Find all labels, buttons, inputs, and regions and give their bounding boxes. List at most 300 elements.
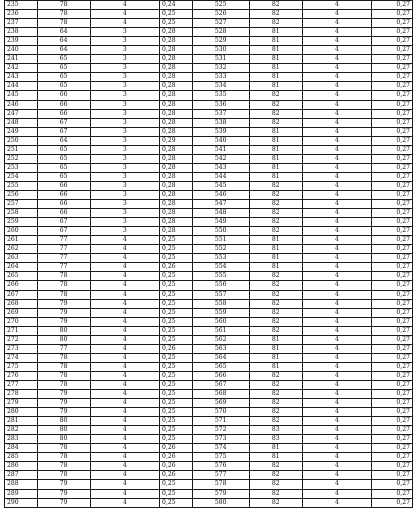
table-cell-value-a-left: 65 xyxy=(37,82,90,91)
table-cell-value-a-right: 81 xyxy=(249,245,302,254)
table-cell-row-number-right: 560 xyxy=(192,317,249,326)
table-cell-ratio-left: 0,25 xyxy=(160,353,193,362)
table-cell-row-number-right: 559 xyxy=(192,308,249,317)
table-row xyxy=(5,127,413,136)
table-cell-value-b-left: 3 xyxy=(90,55,159,64)
table-cell-value-b-right: 4 xyxy=(302,426,371,435)
table-cell-row-number-right: 549 xyxy=(192,218,249,227)
table-cell-value-a-right: 81 xyxy=(249,82,302,91)
table-cell-ratio-right: 0,27 xyxy=(372,308,413,317)
table-cell-ratio-right: 0,27 xyxy=(372,100,413,109)
table-cell-value-b-right: 4 xyxy=(302,73,371,82)
table-row xyxy=(5,154,413,163)
table-cell-row-number-right: 528 xyxy=(192,28,249,37)
table-cell-row-number-left: 286 xyxy=(5,462,38,471)
table-cell-value-b-right: 4 xyxy=(302,462,371,471)
table-row xyxy=(5,209,413,218)
table-row xyxy=(5,281,413,290)
table-cell-ratio-left: 0,26 xyxy=(160,453,193,462)
table-cell-row-number-left: 269 xyxy=(5,308,38,317)
table-cell-value-b-right: 4 xyxy=(302,498,371,507)
table-cell-row-number-right: 578 xyxy=(192,480,249,489)
table-cell-ratio-right: 0,27 xyxy=(372,245,413,254)
table-cell-value-b-right: 4 xyxy=(302,127,371,136)
table-cell-value-b-left: 4 xyxy=(90,371,159,380)
table-cell-value-a-left: 80 xyxy=(37,326,90,335)
table-cell-ratio-left: 0,25 xyxy=(160,371,193,380)
table-cell-value-b-left: 4 xyxy=(90,399,159,408)
table-row xyxy=(5,290,413,299)
table-cell-ratio-left: 0,28 xyxy=(160,227,193,236)
table-cell-ratio-right: 0,27 xyxy=(372,444,413,453)
table-cell-value-b-left: 4 xyxy=(90,498,159,507)
table-cell-ratio-right: 0,27 xyxy=(372,227,413,236)
table-cell-value-a-left: 79 xyxy=(37,480,90,489)
table-cell-value-a-left: 77 xyxy=(37,245,90,254)
table-cell-value-b-left: 4 xyxy=(90,453,159,462)
table-cell-ratio-left: 0,28 xyxy=(160,209,193,218)
table-row xyxy=(5,145,413,154)
table-cell-value-b-left: 4 xyxy=(90,308,159,317)
table-cell-value-a-left: 64 xyxy=(37,46,90,55)
table-cell-value-b-right: 4 xyxy=(302,380,371,389)
table-cell-value-a-right: 82 xyxy=(249,109,302,118)
table-cell-value-a-right: 81 xyxy=(249,453,302,462)
table-cell-ratio-right: 0,27 xyxy=(372,127,413,136)
table-row xyxy=(5,10,413,19)
table-cell-value-a-right: 82 xyxy=(249,498,302,507)
table-cell-row-number-right: 574 xyxy=(192,444,249,453)
table-cell-row-number-left: 249 xyxy=(5,127,38,136)
table-cell-value-b-right: 4 xyxy=(302,200,371,209)
table-cell-row-number-left: 276 xyxy=(5,371,38,380)
table-cell-value-a-right: 81 xyxy=(249,136,302,145)
table-cell-value-b-right: 4 xyxy=(302,145,371,154)
table-cell-value-a-right: 81 xyxy=(249,344,302,353)
table-cell-value-a-left: 78 xyxy=(37,290,90,299)
table-cell-ratio-left: 0,25 xyxy=(160,254,193,263)
table-cell-value-a-left: 66 xyxy=(37,190,90,199)
table-cell-value-a-left: 77 xyxy=(37,254,90,263)
table-cell-value-b-left: 3 xyxy=(90,64,159,73)
table-cell-row-number-left: 243 xyxy=(5,73,38,82)
table-cell-row-number-right: 541 xyxy=(192,145,249,154)
table-cell-ratio-right: 0,27 xyxy=(372,46,413,55)
table-cell-value-b-right: 4 xyxy=(302,46,371,55)
table-cell-value-b-right: 4 xyxy=(302,353,371,362)
table-cell-value-a-left: 66 xyxy=(37,100,90,109)
table-cell-value-b-left: 3 xyxy=(90,154,159,163)
table-cell-ratio-left: 0,26 xyxy=(160,263,193,272)
table-cell-value-a-right: 82 xyxy=(249,19,302,28)
table-cell-value-b-left: 3 xyxy=(90,209,159,218)
table-cell-ratio-left: 0,28 xyxy=(160,55,193,64)
table-cell-value-b-left: 3 xyxy=(90,46,159,55)
table-row xyxy=(5,326,413,335)
table-cell-row-number-left: 268 xyxy=(5,299,38,308)
table-cell-ratio-left: 0,28 xyxy=(160,118,193,127)
table-row xyxy=(5,190,413,199)
table-row xyxy=(5,46,413,55)
table-cell-value-a-left: 78 xyxy=(37,272,90,281)
table-row xyxy=(5,272,413,281)
table-cell-value-a-right: 82 xyxy=(249,399,302,408)
table-row xyxy=(5,100,413,109)
table-cell-ratio-right: 0,27 xyxy=(372,118,413,127)
table-cell-value-a-right: 81 xyxy=(249,362,302,371)
table-cell-ratio-left: 0,25 xyxy=(160,272,193,281)
table-cell-value-b-left: 3 xyxy=(90,109,159,118)
table-cell-value-b-right: 4 xyxy=(302,91,371,100)
table-cell-value-b-right: 4 xyxy=(302,37,371,46)
table-cell-row-number-right: 550 xyxy=(192,227,249,236)
table-body xyxy=(5,1,413,508)
table-cell-value-b-right: 4 xyxy=(302,236,371,245)
table-cell-value-a-right: 81 xyxy=(249,353,302,362)
table-cell-row-number-left: 271 xyxy=(5,326,38,335)
table-cell-value-a-right: 82 xyxy=(249,290,302,299)
table-row xyxy=(5,263,413,272)
table-row xyxy=(5,380,413,389)
table-row xyxy=(5,489,413,498)
table-cell-value-a-left: 66 xyxy=(37,209,90,218)
table-cell-row-number-left: 275 xyxy=(5,362,38,371)
table-cell-row-number-right: 553 xyxy=(192,254,249,263)
table-cell-value-b-right: 4 xyxy=(302,299,371,308)
table-cell-value-a-right: 82 xyxy=(249,308,302,317)
table-cell-value-b-right: 4 xyxy=(302,272,371,281)
table-cell-ratio-right: 0,27 xyxy=(372,1,413,10)
table-cell-value-b-right: 4 xyxy=(302,172,371,181)
table-cell-value-b-right: 4 xyxy=(302,335,371,344)
table-cell-row-number-left: 256 xyxy=(5,190,38,199)
table-row xyxy=(5,399,413,408)
table-cell-row-number-left: 250 xyxy=(5,136,38,145)
table-cell-ratio-right: 0,27 xyxy=(372,417,413,426)
table-cell-ratio-right: 0,27 xyxy=(372,426,413,435)
table-cell-ratio-left: 0,25 xyxy=(160,408,193,417)
table-row xyxy=(5,163,413,172)
table-cell-value-b-left: 3 xyxy=(90,181,159,190)
table-cell-value-b-left: 4 xyxy=(90,489,159,498)
table-cell-value-a-left: 65 xyxy=(37,55,90,64)
table-cell-value-a-left: 65 xyxy=(37,163,90,172)
table-cell-ratio-right: 0,27 xyxy=(372,218,413,227)
table-cell-value-a-left: 80 xyxy=(37,335,90,344)
table-cell-value-a-right: 82 xyxy=(249,462,302,471)
table-cell-value-b-right: 4 xyxy=(302,254,371,263)
table-cell-value-a-left: 79 xyxy=(37,399,90,408)
table-cell-value-a-left: 66 xyxy=(37,200,90,209)
table-cell-value-a-left: 66 xyxy=(37,181,90,190)
table-cell-row-number-left: 257 xyxy=(5,200,38,209)
table-cell-value-a-left: 79 xyxy=(37,390,90,399)
table-cell-ratio-right: 0,27 xyxy=(372,326,413,335)
table-row xyxy=(5,1,413,10)
table-row xyxy=(5,55,413,64)
table-cell-row-number-right: 564 xyxy=(192,353,249,362)
table-cell-ratio-left: 0,25 xyxy=(160,317,193,326)
table-cell-value-b-left: 4 xyxy=(90,254,159,263)
table-cell-value-b-right: 4 xyxy=(302,218,371,227)
table-cell-value-b-left: 3 xyxy=(90,136,159,145)
table-cell-row-number-right: 551 xyxy=(192,236,249,245)
table-row xyxy=(5,118,413,127)
table-cell-ratio-right: 0,27 xyxy=(372,462,413,471)
table-cell-row-number-left: 237 xyxy=(5,19,38,28)
table-cell-value-b-right: 4 xyxy=(302,109,371,118)
table-row xyxy=(5,19,413,28)
table-cell-value-b-left: 4 xyxy=(90,272,159,281)
table-cell-value-b-right: 4 xyxy=(302,118,371,127)
table-cell-value-a-right: 82 xyxy=(249,281,302,290)
table-cell-ratio-left: 0,25 xyxy=(160,399,193,408)
table-cell-value-a-right: 81 xyxy=(249,64,302,73)
table-cell-value-b-right: 4 xyxy=(302,326,371,335)
table-cell-ratio-left: 0,28 xyxy=(160,127,193,136)
table-cell-value-b-left: 3 xyxy=(90,190,159,199)
table-cell-ratio-left: 0,25 xyxy=(160,281,193,290)
table-cell-value-a-left: 78 xyxy=(37,471,90,480)
table-cell-value-a-right: 81 xyxy=(249,163,302,172)
table-cell-ratio-right: 0,27 xyxy=(372,64,413,73)
table-cell-ratio-left: 0,28 xyxy=(160,91,193,100)
table-cell-row-number-right: 531 xyxy=(192,55,249,64)
table-cell-ratio-left: 0,28 xyxy=(160,73,193,82)
table-cell-row-number-right: 568 xyxy=(192,390,249,399)
table-cell-value-a-right: 82 xyxy=(249,299,302,308)
table-cell-value-a-right: 82 xyxy=(249,390,302,399)
table-cell-value-a-right: 81 xyxy=(249,154,302,163)
table-row xyxy=(5,308,413,317)
table-cell-value-a-left: 80 xyxy=(37,426,90,435)
table-cell-row-number-left: 262 xyxy=(5,245,38,254)
table-cell-value-b-right: 4 xyxy=(302,308,371,317)
table-row xyxy=(5,317,413,326)
table-row xyxy=(5,444,413,453)
table-cell-ratio-left: 0,28 xyxy=(160,28,193,37)
table-cell-row-number-left: 281 xyxy=(5,417,38,426)
table-cell-value-a-left: 80 xyxy=(37,435,90,444)
table-cell-ratio-left: 0,25 xyxy=(160,236,193,245)
table-cell-value-a-left: 78 xyxy=(37,281,90,290)
table-cell-row-number-left: 251 xyxy=(5,145,38,154)
table-cell-value-a-left: 79 xyxy=(37,489,90,498)
table-cell-value-b-left: 3 xyxy=(90,172,159,181)
table-cell-row-number-left: 270 xyxy=(5,317,38,326)
table-cell-value-b-left: 4 xyxy=(90,317,159,326)
table-cell-value-b-right: 4 xyxy=(302,82,371,91)
table-cell-row-number-left: 239 xyxy=(5,37,38,46)
table-cell-value-b-right: 4 xyxy=(302,263,371,272)
table-cell-row-number-left: 266 xyxy=(5,281,38,290)
table-cell-ratio-right: 0,27 xyxy=(372,190,413,199)
table-cell-ratio-left: 0,25 xyxy=(160,435,193,444)
table-cell-value-a-right: 82 xyxy=(249,380,302,389)
table-cell-value-b-left: 3 xyxy=(90,163,159,172)
table-cell-value-b-left: 4 xyxy=(90,281,159,290)
table-cell-value-b-right: 4 xyxy=(302,480,371,489)
table-cell-ratio-left: 0,29 xyxy=(160,136,193,145)
table-cell-ratio-left: 0,28 xyxy=(160,218,193,227)
table-cell-value-a-left: 65 xyxy=(37,145,90,154)
table-row xyxy=(5,417,413,426)
table-cell-row-number-left: 245 xyxy=(5,91,38,100)
table-cell-ratio-right: 0,27 xyxy=(372,200,413,209)
table-cell-value-b-left: 4 xyxy=(90,344,159,353)
table-cell-row-number-right: 538 xyxy=(192,118,249,127)
table-cell-row-number-right: 562 xyxy=(192,335,249,344)
table-cell-value-b-right: 4 xyxy=(302,181,371,190)
table-cell-value-a-right: 81 xyxy=(249,127,302,136)
table-cell-value-b-left: 4 xyxy=(90,390,159,399)
table-cell-value-a-right: 82 xyxy=(249,408,302,417)
table-row xyxy=(5,245,413,254)
table-cell-value-a-left: 79 xyxy=(37,408,90,417)
table-cell-row-number-right: 546 xyxy=(192,190,249,199)
table-cell-row-number-right: 539 xyxy=(192,127,249,136)
table-cell-value-a-left: 65 xyxy=(37,154,90,163)
table-cell-row-number-right: 573 xyxy=(192,435,249,444)
table-cell-row-number-left: 236 xyxy=(5,10,38,19)
table-cell-value-a-left: 79 xyxy=(37,308,90,317)
table-cell-value-a-left: 65 xyxy=(37,73,90,82)
table-cell-row-number-right: 575 xyxy=(192,453,249,462)
table-cell-row-number-left: 264 xyxy=(5,263,38,272)
table-cell-ratio-left: 0,25 xyxy=(160,417,193,426)
table-cell-value-a-right: 83 xyxy=(249,435,302,444)
table-cell-value-b-left: 3 xyxy=(90,100,159,109)
table-row xyxy=(5,462,413,471)
table-cell-row-number-right: 566 xyxy=(192,371,249,380)
table-cell-ratio-left: 0,28 xyxy=(160,37,193,46)
table-cell-ratio-left: 0,25 xyxy=(160,299,193,308)
table-cell-value-b-right: 4 xyxy=(302,100,371,109)
table-cell-ratio-left: 0,25 xyxy=(160,390,193,399)
table-cell-row-number-left: 259 xyxy=(5,218,38,227)
table-row xyxy=(5,426,413,435)
table-cell-value-b-right: 4 xyxy=(302,371,371,380)
table-cell-value-a-left: 66 xyxy=(37,91,90,100)
table-row xyxy=(5,181,413,190)
table-cell-ratio-right: 0,27 xyxy=(372,480,413,489)
table-cell-value-b-right: 4 xyxy=(302,390,371,399)
table-cell-value-b-right: 4 xyxy=(302,10,371,19)
table-cell-value-a-right: 82 xyxy=(249,1,302,10)
table-cell-row-number-right: 569 xyxy=(192,399,249,408)
table-cell-value-b-left: 4 xyxy=(90,335,159,344)
table-cell-row-number-left: 258 xyxy=(5,209,38,218)
table-cell-value-a-right: 82 xyxy=(249,489,302,498)
table-cell-value-b-left: 3 xyxy=(90,227,159,236)
table-cell-row-number-left: 252 xyxy=(5,154,38,163)
table-row xyxy=(5,236,413,245)
table-cell-row-number-left: 280 xyxy=(5,408,38,417)
table-cell-value-a-left: 78 xyxy=(37,19,90,28)
table-cell-ratio-right: 0,27 xyxy=(372,145,413,154)
table-cell-value-b-left: 4 xyxy=(90,290,159,299)
table-cell-row-number-left: 282 xyxy=(5,426,38,435)
table-cell-ratio-right: 0,27 xyxy=(372,435,413,444)
table-cell-row-number-right: 543 xyxy=(192,163,249,172)
table-cell-value-b-left: 4 xyxy=(90,362,159,371)
document-page xyxy=(4,0,413,525)
table-cell-value-a-left: 77 xyxy=(37,344,90,353)
table-cell-ratio-left: 0,28 xyxy=(160,100,193,109)
table-cell-value-b-left: 4 xyxy=(90,10,159,19)
table-cell-value-b-left: 3 xyxy=(90,218,159,227)
table-cell-row-number-left: 279 xyxy=(5,399,38,408)
table-cell-row-number-right: 563 xyxy=(192,344,249,353)
table-cell-ratio-right: 0,27 xyxy=(372,109,413,118)
table-row xyxy=(5,435,413,444)
table-cell-row-number-left: 267 xyxy=(5,290,38,299)
table-cell-row-number-right: 565 xyxy=(192,362,249,371)
table-cell-value-b-right: 4 xyxy=(302,290,371,299)
table-cell-row-number-left: 241 xyxy=(5,55,38,64)
table-cell-row-number-left: 235 xyxy=(5,1,38,10)
table-cell-value-a-left: 79 xyxy=(37,317,90,326)
table-row xyxy=(5,480,413,489)
table-cell-ratio-left: 0,25 xyxy=(160,480,193,489)
table-row xyxy=(5,362,413,371)
table-cell-value-b-left: 4 xyxy=(90,435,159,444)
table-cell-row-number-right: 529 xyxy=(192,37,249,46)
table-cell-row-number-right: 571 xyxy=(192,417,249,426)
table-cell-value-a-right: 82 xyxy=(249,209,302,218)
table-cell-value-a-right: 82 xyxy=(249,471,302,480)
table-cell-ratio-left: 0,25 xyxy=(160,308,193,317)
table-cell-ratio-right: 0,27 xyxy=(372,236,413,245)
table-cell-ratio-right: 0,27 xyxy=(372,154,413,163)
table-cell-value-a-right: 81 xyxy=(249,73,302,82)
table-cell-value-b-left: 4 xyxy=(90,417,159,426)
table-cell-value-a-left: 64 xyxy=(37,37,90,46)
table-cell-row-number-left: 253 xyxy=(5,163,38,172)
table-cell-row-number-right: 533 xyxy=(192,73,249,82)
table-cell-value-a-left: 77 xyxy=(37,236,90,245)
table-cell-row-number-right: 540 xyxy=(192,136,249,145)
table-row xyxy=(5,299,413,308)
table-cell-ratio-left: 0,26 xyxy=(160,344,193,353)
table-cell-value-a-right: 81 xyxy=(249,55,302,64)
table-cell-ratio-left: 0,28 xyxy=(160,109,193,118)
table-cell-row-number-right: 580 xyxy=(192,498,249,507)
table-cell-value-b-right: 4 xyxy=(302,435,371,444)
table-cell-ratio-right: 0,27 xyxy=(372,172,413,181)
table-cell-value-a-left: 78 xyxy=(37,462,90,471)
table-row xyxy=(5,498,413,507)
table-cell-value-a-right: 82 xyxy=(249,227,302,236)
table-cell-ratio-right: 0,27 xyxy=(372,209,413,218)
table-cell-ratio-right: 0,27 xyxy=(372,408,413,417)
table-cell-value-a-left: 66 xyxy=(37,109,90,118)
table-cell-ratio-right: 0,27 xyxy=(372,136,413,145)
table-cell-ratio-left: 0,26 xyxy=(160,444,193,453)
table-cell-row-number-left: 290 xyxy=(5,498,38,507)
table-cell-row-number-right: 557 xyxy=(192,290,249,299)
table-cell-ratio-left: 0,25 xyxy=(160,245,193,254)
table-cell-value-a-right: 82 xyxy=(249,317,302,326)
table-cell-row-number-left: 246 xyxy=(5,100,38,109)
table-cell-ratio-right: 0,27 xyxy=(372,317,413,326)
table-cell-value-b-left: 4 xyxy=(90,462,159,471)
table-row xyxy=(5,73,413,82)
table-cell-value-a-right: 82 xyxy=(249,91,302,100)
table-cell-value-b-right: 4 xyxy=(302,471,371,480)
table-row xyxy=(5,344,413,353)
table-cell-row-number-right: 544 xyxy=(192,172,249,181)
